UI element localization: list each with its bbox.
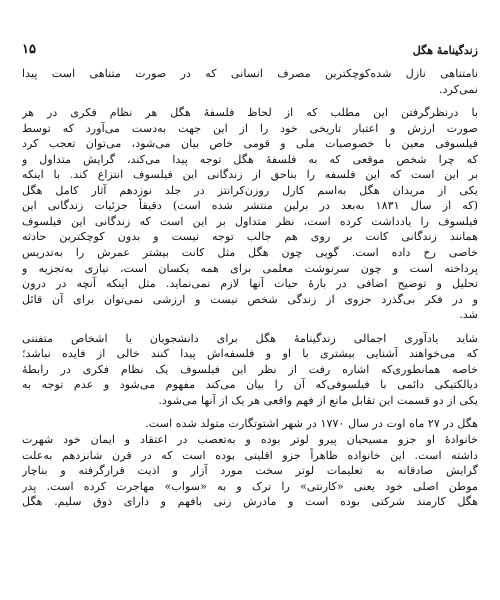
text-line: همانند زندگانی کانت بر روی هم جالب توجه نیست و بدون کوچکترین حادثه xyxy=(22,230,478,244)
body-text xyxy=(22,66,478,510)
text-line: گرایش صادقانه به تعلیمات لوتر سخت مورد آزار و اذیت قرارگرفته و بناچار xyxy=(22,464,478,478)
paragraph xyxy=(22,331,478,409)
text-line: فیلسوف را یادداشت کرده است، نظر متداول بر این است که زندگانی این فیلسوف xyxy=(22,214,478,228)
text-line: نامتناهی نازل شده‌کوچکترین مصرف انسانی که در صورت متناهی است پیدا xyxy=(22,67,478,80)
text-line: دیالکتیکی دائمی با فیلسوفی‌که آن را بیان می‌کند مفهوم می‌شود و عدم توجه به xyxy=(22,378,478,392)
text-line: هگل در ۲۷ ماه اوت در سال ۱۷۷۰ در شهر اشتوتگارت متولد شده است. xyxy=(145,417,478,431)
text-line: هگل کارمند شرکتی بوده است و مادرش زنی بافهم و دارای ذوق سلیم. هگل xyxy=(22,495,478,509)
text-line: یکی از مریدان هگل به‌اسم کارل روزن‌کرانتز در جلد نوزدهم آثار کامل هگل xyxy=(22,183,478,197)
running-header xyxy=(22,44,478,62)
text-line: فیلسوفی معین با خصوصیات ملی و قومی خاص بیان می‌شود، می‌توان تعجب کرد xyxy=(22,137,478,151)
text-line: داشته است. این خانواده ظاهراً جزو اقلیتی بوده است که در قرن شانزدهم به‌علت xyxy=(22,448,478,462)
text-line: شد. xyxy=(459,308,478,322)
text-line: (که از سال ۱۸۳۱ به‌بعد در برلین منتشر شده است) دقیقاً جزئیات زندگانی این xyxy=(22,199,478,213)
text-line: و در فکر بی‌گذرد جزوی از زندگی شخص نیست و ارزشی نمی‌توان برای آن قائل xyxy=(22,292,478,306)
running-title: زندگینامهٔ هگل xyxy=(412,44,478,57)
text-line: یکی از دو قسمت این تقابل مانع از فهم واقعی هر یک از آنها می‌شود. xyxy=(158,393,478,407)
text-line: خاصه همانطوری‌که اشاره رفت از نظر این فیلسوف یک نظام فکری در رابطهٔ xyxy=(22,362,478,376)
text-line: که می‌خواهند آشنایی بیشتری با او و فلسفه‌اش پیدا کنند خالی از فایده نباشد؛ xyxy=(22,347,478,361)
text-line: بر این است که این فلسفه را بناحق از زندگانی این فیلسوف انتزاع کند. با اینکه xyxy=(22,168,478,182)
page-number: ۱۵ xyxy=(22,42,36,57)
text-line: نمی‌کرد. xyxy=(439,82,478,96)
text-line: موطن اصلی خود یعنی «کارنتی» را ترک و به «سواب» مهاجرت کرده است. پدر xyxy=(22,479,478,493)
text-line: تحلیل و توضیح اضافی در بارهٔ حیات آنها لازم نمی‌نماید. مثل اینکه آنچه در درون xyxy=(22,277,478,291)
text-line: پرداخته است و چون سرنوشت معلمی برای همه یکسان است، نیازی به‌تجزیه و xyxy=(22,261,478,275)
text-line: صورت ارزش و اعتبار تاریخی خود را از این جهت به‌دست می‌آورد که توسط xyxy=(22,121,478,135)
text-line: که چرا شخص موقعی که به فلسفهٔ هگل توجه پیدا می‌کند، گرایش متداول و xyxy=(22,152,478,166)
text-line: خانوادهٔ او جزو مسیحیان پیرو لوتر بوده و به‌تعصب در اعتقاد و ایمان خود شهرت xyxy=(22,433,478,447)
text-line: خاصی رخ داده است. گویی چون هگل مثل کانت بیشتر عمرش را به‌تدریس xyxy=(22,246,478,260)
text-line: با درنظرگرفتن این مطلب که از لحاظ فلسفهٔ هگل هر نظام فکری در هر xyxy=(22,106,478,120)
paragraph xyxy=(22,66,478,97)
paragraph xyxy=(22,416,478,509)
paragraph xyxy=(22,105,478,323)
text-line: شاید یادآوری اجمالی زندگینامهٔ هگل برای دانشجویان یا اشخاص متفننی xyxy=(22,331,478,345)
